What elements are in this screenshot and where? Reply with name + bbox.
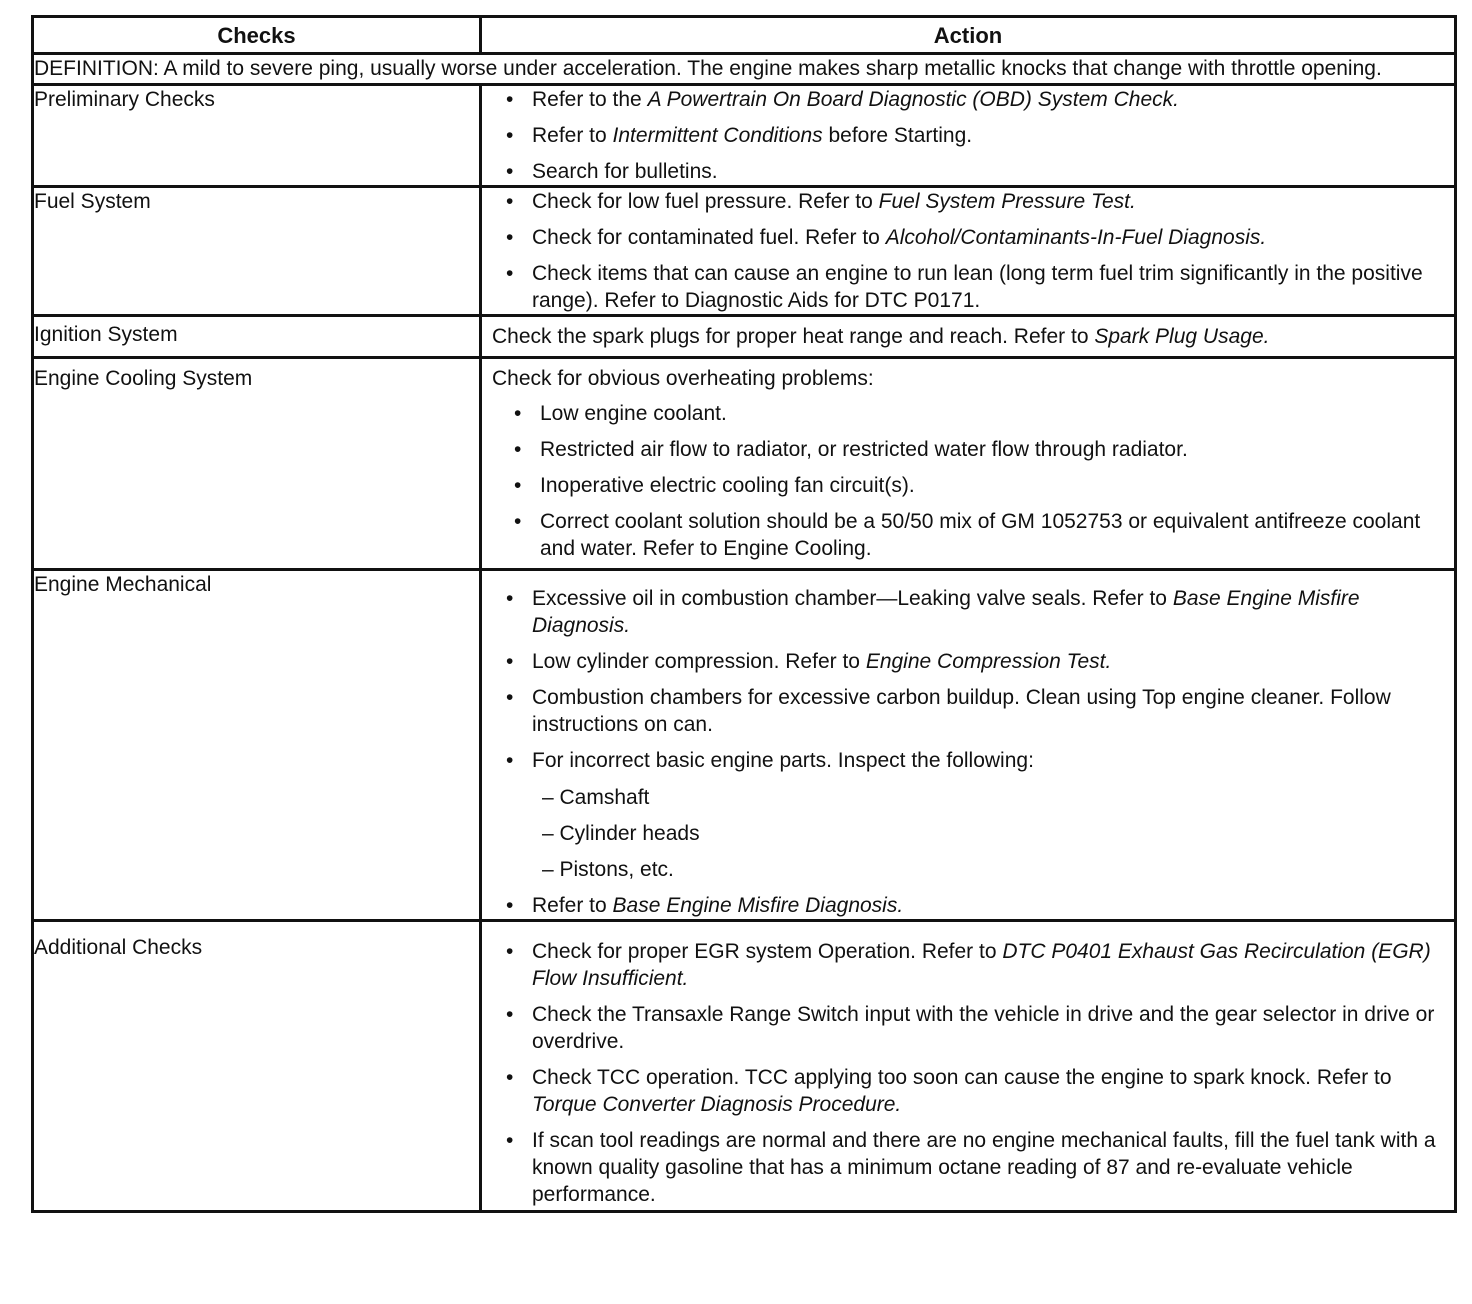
reference-text: Intermittent Conditions bbox=[612, 124, 823, 147]
lead-text: Check for obvious overheating problems: bbox=[492, 367, 874, 390]
action-cell bbox=[481, 358, 1456, 570]
list-item bbox=[502, 122, 1454, 149]
item-text: Check for contaminated fuel. Refer to bbox=[532, 226, 886, 249]
item-text: Check TCC operation. TCC applying too soon can cause the engine to spark knock. Refer to bbox=[532, 1066, 1392, 1089]
row-fuel-system bbox=[33, 187, 1456, 316]
list-item bbox=[502, 1064, 1454, 1118]
action-cell bbox=[481, 921, 1456, 1212]
action-list bbox=[492, 400, 1444, 562]
definition-text: DEFINITION: A mild to severe ping, usually worse under acceleration. The engine makes sharp metallic knocks that change with throttle opening. bbox=[33, 54, 1456, 85]
check-label: Engine Cooling System bbox=[33, 358, 481, 570]
item-text: Refer to bbox=[532, 124, 613, 147]
list-item bbox=[502, 938, 1454, 992]
action-list bbox=[482, 585, 1454, 919]
reference-text: Base Engine Misfire Diagnosis. bbox=[612, 894, 904, 917]
list-item bbox=[502, 892, 1454, 919]
list-item: • Combustion chambers for excessive carbon buildup. Clean using Top engine cleaner. Follow instructions on can. bbox=[502, 684, 1454, 738]
action-cell bbox=[481, 85, 1456, 187]
check-label: Additional Checks bbox=[33, 921, 481, 1212]
check-label: Engine Mechanical bbox=[33, 570, 481, 921]
list-item bbox=[502, 585, 1454, 639]
action-list bbox=[482, 86, 1454, 185]
reference-text: DTC P0401 Exhaust Gas Recirculation (EGR) Flow Insufficient. bbox=[532, 940, 1431, 990]
list-item: • Inoperative electric cooling fan circuit(s). bbox=[510, 472, 1444, 499]
list-item bbox=[502, 648, 1454, 675]
action-list bbox=[482, 188, 1454, 314]
list-item: • Correct coolant solution should be a 50/50 mix of GM 1052753 or equivalent antifreeze coolant and water. Refer to Engine Cooling. bbox=[510, 508, 1444, 562]
action-cell bbox=[481, 316, 1456, 358]
action-cell bbox=[481, 570, 1456, 921]
item-text: Refer to bbox=[532, 894, 613, 917]
list-item bbox=[502, 747, 1454, 883]
list-item: • Check items that can cause an engine to run lean (long term fuel trim significantly in the positive range). Refer to Diagnostic Aids for DTC P0171. bbox=[502, 260, 1454, 314]
item-text: before Starting. bbox=[822, 124, 973, 147]
item-text: Low cylinder compression. Refer to bbox=[532, 650, 866, 673]
item-text: Check the spark plugs for proper heat range and reach. Refer to bbox=[492, 325, 1095, 348]
sub-list bbox=[532, 784, 1454, 883]
item-text: Excessive oil in combustion chamber—Leaking valve seals. Refer to bbox=[532, 587, 1173, 610]
header-row bbox=[33, 17, 1456, 54]
reference-text: Fuel System Pressure Test. bbox=[878, 190, 1136, 213]
list-item: • Low engine coolant. bbox=[510, 400, 1444, 427]
reference-text: Torque Converter Diagnosis Procedure. bbox=[532, 1093, 902, 1116]
item-text: Check for low fuel pressure. Refer to bbox=[532, 190, 879, 213]
header-action: Action bbox=[481, 17, 1456, 54]
row-preliminary-checks bbox=[33, 85, 1456, 187]
definition-row bbox=[33, 54, 1456, 85]
check-label: Ignition System bbox=[33, 316, 481, 358]
action-list bbox=[482, 938, 1454, 1208]
sub-item: – Pistons, etc. bbox=[542, 858, 674, 881]
reference-text: Base Engine Misfire Diagnosis. bbox=[532, 587, 1360, 637]
list-item bbox=[502, 188, 1454, 215]
sub-item: – Cylinder heads bbox=[542, 822, 700, 845]
list-item: • Search for bulletins. bbox=[502, 158, 1454, 185]
check-label: Fuel System bbox=[33, 187, 481, 316]
row-engine-mechanical bbox=[33, 570, 1456, 921]
diagnostic-table bbox=[31, 15, 1457, 1213]
reference-text: Alcohol/Contaminants-In-Fuel Diagnosis. bbox=[885, 226, 1267, 249]
header-checks: Checks bbox=[33, 17, 481, 54]
reference-text: Engine Compression Test. bbox=[865, 650, 1112, 673]
list-item bbox=[502, 224, 1454, 251]
item-text: Check for proper EGR system Operation. Refer to bbox=[532, 940, 1003, 963]
action-cell bbox=[481, 187, 1456, 316]
list-item bbox=[502, 86, 1454, 113]
list-item: • Check the Transaxle Range Switch input with the vehicle in drive and the gear selector in drive or overdrive. bbox=[502, 1001, 1454, 1055]
row-ignition-system bbox=[33, 316, 1456, 358]
reference-text: Spark Plug Usage. bbox=[1094, 325, 1270, 348]
row-additional-checks bbox=[33, 921, 1456, 1212]
item-text: Refer to the bbox=[532, 88, 648, 111]
check-label: Preliminary Checks bbox=[33, 85, 481, 187]
reference-text: A Powertrain On Board Diagnostic (OBD) System Check. bbox=[647, 88, 1179, 111]
sub-item: – Camshaft bbox=[542, 786, 650, 809]
item-text: For incorrect basic engine parts. Inspect the following: bbox=[532, 749, 1034, 772]
list-item: • If scan tool readings are normal and there are no engine mechanical faults, fill the fuel tank with a known quality gasoline that has a minimum octane reading of 87 and re-evaluate vehicle performance. bbox=[502, 1127, 1454, 1208]
row-engine-cooling-system bbox=[33, 358, 1456, 570]
list-item: • Restricted air flow to radiator, or restricted water flow through radiator. bbox=[510, 436, 1444, 463]
